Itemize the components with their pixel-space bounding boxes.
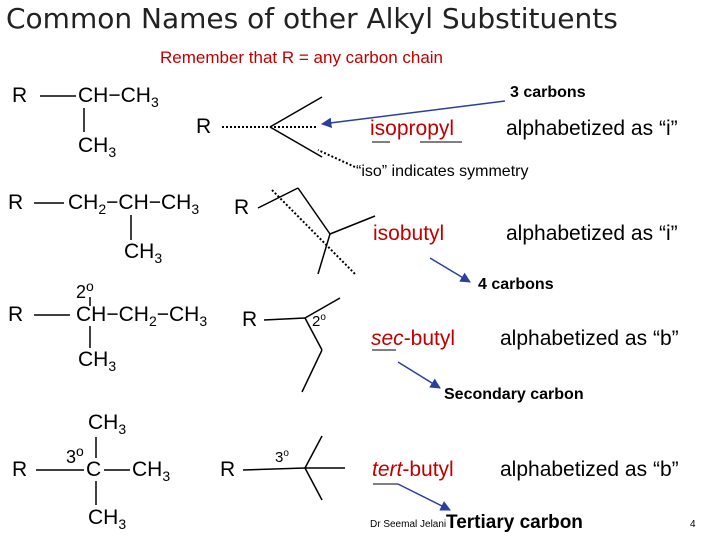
tert-ch3-bottom: $CH_3$ [88,506,127,533]
note-3-carbons: 3 carbons [510,84,586,101]
sec-label-2o: 2$^o$ [76,278,94,302]
skeletal-bond [330,216,375,234]
isopropyl-condensed-top: $CH-CH_3$ [78,84,159,111]
arrow-tertiary [398,484,450,510]
skeletal-bond [264,318,305,320]
tert-condensed-r: R [12,458,28,481]
isopropyl-condensed-r: R [12,84,28,107]
isopropyl-skeletal-r: R [196,115,212,138]
isobutyl-skeletal-r: R [234,196,250,219]
arrow-4carbons [430,258,470,282]
isobutyl-condensed-chain: $CH_2-CH-CH_3$ [68,191,200,218]
note-4-carbons: 4 carbons [478,276,554,293]
page-number: 4 [690,519,696,530]
sec-butyl-alphabetized: alphabetized as “b” [500,327,679,350]
isopropyl-alphabetized: alphabetized as “i” [506,117,678,140]
isobutyl-alphabetized: alphabetized as “i” [506,222,678,245]
skeletal-bond [243,468,305,470]
tert-butyl-alphabetized: alphabetized as “b” [500,458,679,481]
isobutyl-ch3-bottom: $CH_3$ [124,240,163,267]
arrow-secondary [398,362,440,388]
skeletal-bond [270,127,322,157]
tert-c-center: C [86,458,102,481]
sec-ch3-bottom: $CH_3$ [78,348,117,375]
isopropyl-ch3-bottom: $CH_3$ [78,134,117,161]
sec-skeletal-2o: 2$^o$ [312,312,326,330]
skeletal-bond [305,468,322,500]
tert-skeletal-r: R [220,458,236,481]
tert-butyl-name: tert-butyl [372,458,454,481]
skeletal-bond [258,188,298,208]
skeletal-bond [302,350,322,392]
sec-skeletal-r: R [242,308,258,331]
iso-symmetry-note: “iso” indicates symmetry [356,163,529,180]
footer-author: Dr Seemal Jelani [370,519,447,530]
symmetry-dashed-line [272,190,355,274]
note-tertiary-carbon: Tertiary carbon [446,512,583,533]
skeletal-bond [270,97,322,127]
isopropyl-name: isopropyl [370,117,455,140]
symmetry-dashed-line [318,150,355,167]
tert-skeletal-3o: 3$^o$ [275,448,289,466]
skeletal-bond [305,436,322,468]
skeletal-bond [298,188,330,234]
tert-label-3o: 3$^o$ [66,443,84,467]
sec-butyl-name: sec-butyl [371,327,456,350]
tert-ch3-right: $CH_3$ [132,458,171,485]
isobutyl-condensed-r: R [8,191,24,214]
skeletal-bond [318,234,330,274]
isobutyl-name: isobutyl [373,222,445,245]
page-title: Common Names of other Alkyl Substituents [6,2,618,35]
note-secondary-carbon: Secondary carbon [444,386,584,403]
sec-condensed-chain: $CH-CH_2-CH_3$ [76,303,208,330]
sec-condensed-r: R [8,303,24,326]
tert-ch3-top: $CH_3$ [88,411,127,438]
page-subtitle: Remember that R = any carbon chain [160,48,444,67]
